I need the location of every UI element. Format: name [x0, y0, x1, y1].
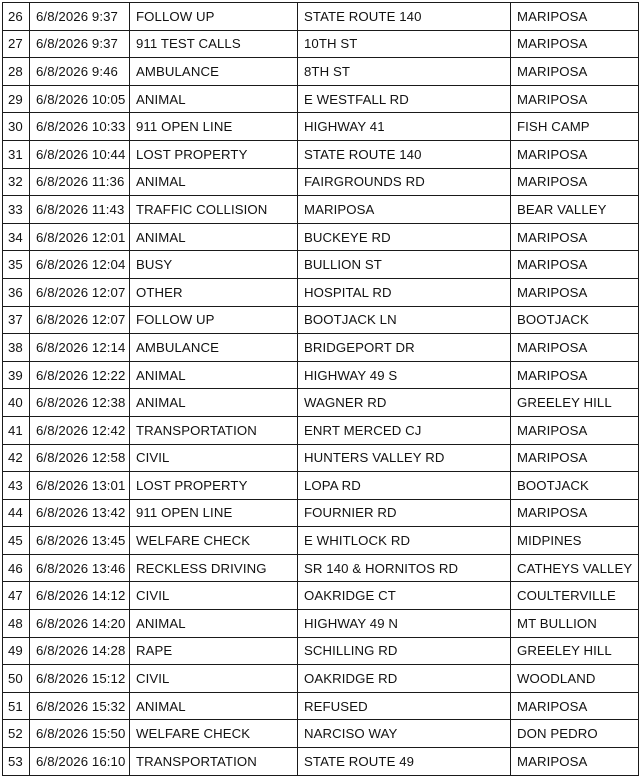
call-type-cell: WELFARE CHECK: [130, 720, 298, 748]
location-cell: HIGHWAY 41: [298, 113, 511, 141]
date-time-cell: 6/8/2026 12:42: [30, 416, 130, 444]
city-cell: MARIPOSA: [511, 334, 639, 362]
city-cell: BOOTJACK: [511, 306, 639, 334]
date-time-cell: 6/8/2026 12:07: [30, 278, 130, 306]
city-cell: MARIPOSA: [511, 361, 639, 389]
date-time-cell: 6/8/2026 11:36: [30, 168, 130, 196]
location-cell: HIGHWAY 49 S: [298, 361, 511, 389]
location-cell: OAKRIDGE RD: [298, 665, 511, 693]
location-cell: HIGHWAY 49 N: [298, 610, 511, 638]
city-cell: MARIPOSA: [511, 140, 639, 168]
date-time-cell: 6/8/2026 10:33: [30, 113, 130, 141]
table-row: [3, 582, 639, 610]
date-time-cell: 6/8/2026 12:14: [30, 334, 130, 362]
date-time-cell: 6/8/2026 11:43: [30, 196, 130, 224]
location-cell: ENRT MERCED CJ: [298, 416, 511, 444]
date-time-cell: 6/8/2026 15:50: [30, 720, 130, 748]
table-row: [3, 306, 639, 334]
call-type-cell: LOST PROPERTY: [130, 472, 298, 500]
location-cell: E WHITLOCK RD: [298, 527, 511, 555]
table-row: [3, 472, 639, 500]
call-log-body: [3, 3, 639, 776]
table-row: [3, 85, 639, 113]
table-row: [3, 416, 639, 444]
table-row: [3, 720, 639, 748]
city-cell: WOODLAND: [511, 665, 639, 693]
table-row: [3, 554, 639, 582]
date-time-cell: 6/8/2026 12:07: [30, 306, 130, 334]
call-type-cell: WELFARE CHECK: [130, 527, 298, 555]
location-cell: STATE ROUTE 140: [298, 140, 511, 168]
table-row: [3, 692, 639, 720]
date-time-cell: 6/8/2026 12:01: [30, 223, 130, 251]
city-cell: COULTERVILLE: [511, 582, 639, 610]
date-time-cell: 6/8/2026 9:46: [30, 58, 130, 86]
location-cell: E WESTFALL RD: [298, 85, 511, 113]
table-row: [3, 168, 639, 196]
location-cell: OAKRIDGE CT: [298, 582, 511, 610]
row-number: 46: [3, 554, 30, 582]
date-time-cell: 6/8/2026 9:37: [30, 30, 130, 58]
location-cell: 10TH ST: [298, 30, 511, 58]
city-cell: MIDPINES: [511, 527, 639, 555]
table-row: [3, 196, 639, 224]
date-time-cell: 6/8/2026 15:32: [30, 692, 130, 720]
date-time-cell: 6/8/2026 12:58: [30, 444, 130, 472]
location-cell: FAIRGROUNDS RD: [298, 168, 511, 196]
location-cell: BOOTJACK LN: [298, 306, 511, 334]
call-type-cell: ANIMAL: [130, 610, 298, 638]
date-time-cell: 6/8/2026 14:12: [30, 582, 130, 610]
city-cell: MARIPOSA: [511, 58, 639, 86]
table-row: [3, 748, 639, 776]
date-time-cell: 6/8/2026 12:22: [30, 361, 130, 389]
call-type-cell: AMBULANCE: [130, 58, 298, 86]
city-cell: MT BULLION: [511, 610, 639, 638]
row-number: 39: [3, 361, 30, 389]
row-number: 53: [3, 748, 30, 776]
date-time-cell: 6/8/2026 13:46: [30, 554, 130, 582]
row-number: 26: [3, 3, 30, 31]
table-row: [3, 361, 639, 389]
table-row: [3, 58, 639, 86]
table-row: [3, 251, 639, 279]
location-cell: WAGNER RD: [298, 389, 511, 417]
date-time-cell: 6/8/2026 10:05: [30, 85, 130, 113]
call-type-cell: ANIMAL: [130, 223, 298, 251]
location-cell: BULLION ST: [298, 251, 511, 279]
call-type-cell: CIVIL: [130, 582, 298, 610]
city-cell: MARIPOSA: [511, 251, 639, 279]
city-cell: FISH CAMP: [511, 113, 639, 141]
call-type-cell: BUSY: [130, 251, 298, 279]
call-type-cell: FOLLOW UP: [130, 3, 298, 31]
call-type-cell: AMBULANCE: [130, 334, 298, 362]
location-cell: SCHILLING RD: [298, 637, 511, 665]
call-type-cell: CIVIL: [130, 444, 298, 472]
row-number: 29: [3, 85, 30, 113]
date-time-cell: 6/8/2026 12:38: [30, 389, 130, 417]
call-type-cell: RECKLESS DRIVING: [130, 554, 298, 582]
call-type-cell: ANIMAL: [130, 389, 298, 417]
location-cell: STATE ROUTE 140: [298, 3, 511, 31]
city-cell: DON PEDRO: [511, 720, 639, 748]
date-time-cell: 6/8/2026 15:12: [30, 665, 130, 693]
row-number: 52: [3, 720, 30, 748]
table-row: [3, 3, 639, 31]
location-cell: NARCISO WAY: [298, 720, 511, 748]
location-cell: STATE ROUTE 49: [298, 748, 511, 776]
table-row: [3, 665, 639, 693]
city-cell: CATHEYS VALLEY: [511, 554, 639, 582]
row-number: 50: [3, 665, 30, 693]
call-type-cell: ANIMAL: [130, 85, 298, 113]
row-number: 48: [3, 610, 30, 638]
row-number: 42: [3, 444, 30, 472]
city-cell: MARIPOSA: [511, 748, 639, 776]
table-row: [3, 389, 639, 417]
row-number: 43: [3, 472, 30, 500]
call-type-cell: TRANSPORTATION: [130, 748, 298, 776]
city-cell: MARIPOSA: [511, 3, 639, 31]
row-number: 40: [3, 389, 30, 417]
table-row: [3, 30, 639, 58]
location-cell: LOPA RD: [298, 472, 511, 500]
date-time-cell: 6/8/2026 13:42: [30, 499, 130, 527]
city-cell: MARIPOSA: [511, 30, 639, 58]
date-time-cell: 6/8/2026 14:20: [30, 610, 130, 638]
call-type-cell: LOST PROPERTY: [130, 140, 298, 168]
table-row: [3, 444, 639, 472]
city-cell: MARIPOSA: [511, 444, 639, 472]
row-number: 34: [3, 223, 30, 251]
row-number: 27: [3, 30, 30, 58]
call-type-cell: OTHER: [130, 278, 298, 306]
row-number: 51: [3, 692, 30, 720]
city-cell: GREELEY HILL: [511, 389, 639, 417]
table-row: [3, 610, 639, 638]
table-row: [3, 499, 639, 527]
row-number: 28: [3, 58, 30, 86]
row-number: 32: [3, 168, 30, 196]
call-type-cell: ANIMAL: [130, 692, 298, 720]
location-cell: REFUSED: [298, 692, 511, 720]
row-number: 49: [3, 637, 30, 665]
row-number: 41: [3, 416, 30, 444]
table-row: [3, 334, 639, 362]
row-number: 30: [3, 113, 30, 141]
call-type-cell: CIVIL: [130, 665, 298, 693]
location-cell: 8TH ST: [298, 58, 511, 86]
row-number: 37: [3, 306, 30, 334]
table-row: [3, 140, 639, 168]
city-cell: BEAR VALLEY: [511, 196, 639, 224]
city-cell: MARIPOSA: [511, 416, 639, 444]
city-cell: BOOTJACK: [511, 472, 639, 500]
location-cell: HUNTERS VALLEY RD: [298, 444, 511, 472]
call-type-cell: RAPE: [130, 637, 298, 665]
city-cell: MARIPOSA: [511, 223, 639, 251]
call-log-table: [2, 2, 639, 776]
city-cell: MARIPOSA: [511, 499, 639, 527]
call-type-cell: 911 OPEN LINE: [130, 113, 298, 141]
location-cell: BRIDGEPORT DR: [298, 334, 511, 362]
row-number: 31: [3, 140, 30, 168]
city-cell: MARIPOSA: [511, 278, 639, 306]
row-number: 47: [3, 582, 30, 610]
row-number: 45: [3, 527, 30, 555]
city-cell: MARIPOSA: [511, 85, 639, 113]
row-number: 38: [3, 334, 30, 362]
date-time-cell: 6/8/2026 9:37: [30, 3, 130, 31]
call-type-cell: ANIMAL: [130, 361, 298, 389]
location-cell: SR 140 & HORNITOS RD: [298, 554, 511, 582]
row-number: 36: [3, 278, 30, 306]
location-cell: BUCKEYE RD: [298, 223, 511, 251]
call-type-cell: TRAFFIC COLLISION: [130, 196, 298, 224]
date-time-cell: 6/8/2026 16:10: [30, 748, 130, 776]
city-cell: MARIPOSA: [511, 168, 639, 196]
call-log-table-container: [2, 2, 638, 776]
call-type-cell: 911 OPEN LINE: [130, 499, 298, 527]
date-time-cell: 6/8/2026 14:28: [30, 637, 130, 665]
location-cell: MARIPOSA: [298, 196, 511, 224]
date-time-cell: 6/8/2026 13:45: [30, 527, 130, 555]
table-row: [3, 278, 639, 306]
call-type-cell: TRANSPORTATION: [130, 416, 298, 444]
date-time-cell: 6/8/2026 12:04: [30, 251, 130, 279]
city-cell: GREELEY HILL: [511, 637, 639, 665]
call-type-cell: ANIMAL: [130, 168, 298, 196]
row-number: 44: [3, 499, 30, 527]
row-number: 33: [3, 196, 30, 224]
location-cell: HOSPITAL RD: [298, 278, 511, 306]
call-type-cell: 911 TEST CALLS: [130, 30, 298, 58]
date-time-cell: 6/8/2026 10:44: [30, 140, 130, 168]
row-number: 35: [3, 251, 30, 279]
call-type-cell: FOLLOW UP: [130, 306, 298, 334]
table-row: [3, 223, 639, 251]
table-row: [3, 527, 639, 555]
table-row: [3, 113, 639, 141]
location-cell: FOURNIER RD: [298, 499, 511, 527]
table-row: [3, 637, 639, 665]
city-cell: MARIPOSA: [511, 692, 639, 720]
date-time-cell: 6/8/2026 13:01: [30, 472, 130, 500]
